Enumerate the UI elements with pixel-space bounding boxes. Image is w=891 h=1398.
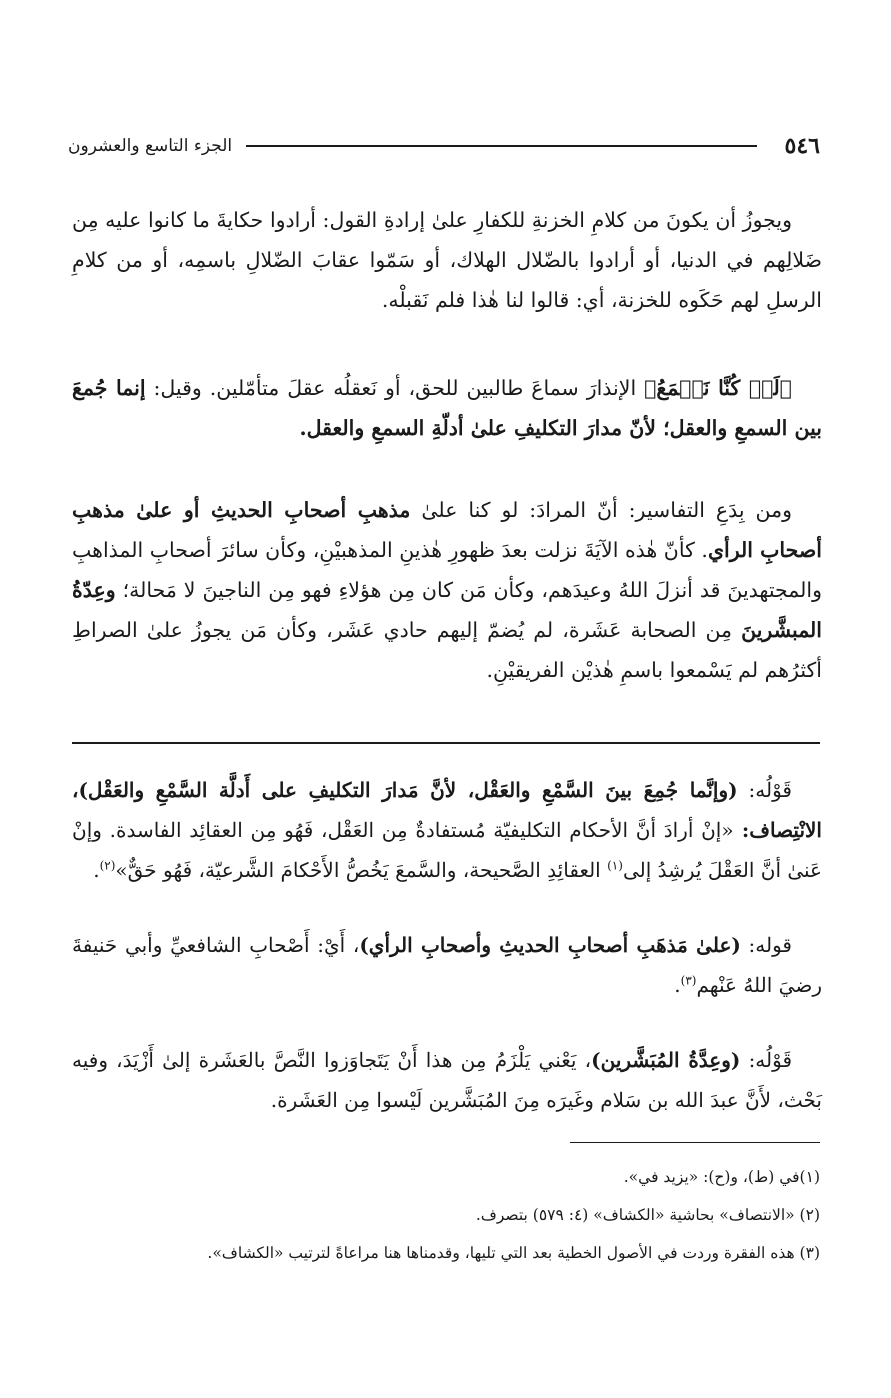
paragraph-text: الإنذارَ سماعَ طالبين للحق، أو نَعقلُه عقلَ متأمّلين. وقيل: [145, 376, 645, 400]
bold-text: مذهبِ أصحابِ الحديثِ أو علىٰ مذهبِ أصحابِ الرأي [72, 498, 823, 562]
commentary-text: «إنْ أرادَ أنَّ الأحكام التكليفيّة مُستفادةٌ مِن العَقْل، فَهُو مِن العقائِد الفاسدة. وإنْ عَنىٰ أنَّ العَقْلَ يُرشِدُ إلى [72, 818, 822, 882]
paragraph-text: ومن بِدَعِ التفاسير: أنّ المرادَ: لو كنا علىٰ [410, 498, 793, 522]
bold-text: (وعِدَّةُ المُبَشَّرين) [591, 1048, 741, 1072]
bold-text: (وإنَّما جُمِعَ بينَ السَّمْعِ والعَقْل، لأنَّ مَدارَ التكليفِ على أَدلَّة السَّمْعِ والعَقْل)، [72, 778, 738, 802]
section-divider [72, 742, 820, 744]
punctuation: . [674, 973, 681, 997]
commentary-label: قَوْلُه: [737, 778, 792, 802]
page-number: ٥٤٦ [784, 133, 820, 159]
commentary-text: ، يَعْني يَلْزَمُ مِن هذا أَنْ يَتَجاوَزوا النَّصَّ بالعَشَرة إلىٰ أَزْيَدَ، وفيه بَحْث، لأَنَّ عبدَ الله بن سَلام وغَيرَه مِنَ المُبَشَّرين لَيْسوا مِن العَشَرة. [72, 1048, 822, 1112]
commentary-label: قَوْلُه: [740, 1048, 793, 1072]
paragraph-text: . كأنّ هٰذه الآيَةَ نزلت بعدَ ظهورِ هٰذينِ المذهبيْنِ، وكأن سائرَ أصحابِ المذاهبِ والمجتهدينَ قد أنزلَ اللهُ وعيدَهم، وكأن مَن كان مِن هؤلاءِ فهو مِن الناجينَ لا مَحالة؛ [72, 538, 822, 602]
footnotes [72, 1158, 820, 1272]
footnote-ref[interactable]: (٢) [99, 858, 116, 873]
page-header [68, 128, 820, 164]
main-paragraph-2 [72, 368, 822, 448]
bold-text: وعِدّةُ المبشَّرينَ [72, 578, 822, 642]
header-rule [246, 145, 756, 147]
commentary-text: العقائِدِ الصَّحيحة، والسَّمعَ يَخُصُّ الأَحْكامَ الشَّرعيّة، فَهُو حَقٌّ» [115, 858, 608, 882]
bold-text: إنما جُمعَ بين السمعِ والعقل؛ لأنّ مدارَ التكليفِ علىٰ أدلّةِ السمعِ والعقل. [72, 376, 822, 440]
footnote-divider [570, 1142, 820, 1143]
footnote-1: (١)في (ط)، و(ح): «يزيد في». [623, 1168, 820, 1186]
commentary-3 [72, 1040, 822, 1120]
commentary-text: ، أَيْ: أَصْحابِ الشافعيِّ وأبي حَنيفةَ رضيَ اللهُ عَنْهم [72, 933, 822, 997]
commentary-label: قوله: [740, 933, 792, 957]
footnote-2: (٢) «الانتصاف» بحاشية «الكشاف» (٤: ٥٧٩) بتصرف. [475, 1206, 820, 1224]
commentary-2 [72, 925, 822, 1005]
main-paragraph-1 [72, 200, 822, 320]
footnote-3: (٣) هذه الفقرة وردت في الأصول الخطية بعد التي تليها، وقدمناها هنا مراعاةً لترتيب «الكشاف». [207, 1244, 820, 1262]
paragraph-text: ويجوزُ أن يكونَ من كلامِ الخزنةِ للكفارِ علىٰ إرادةِ القول: أرادوا حكايةَ ما كانوا عليه مِن ضَلالِهم في الدنيا، أو أرادوا بالضّلال الهلاك، أو سَمّوا عقابَ الضّلالِ باسمِه، أو من كلامِ الرسلِ لهم حَكَوه للخزنة، أي: قالوا لنا هٰذا فلم نَقبلْه. [72, 208, 822, 312]
quran-quote: ﴿لَوۡ كُنَّا نَسۡمَعُ﴾ [644, 376, 792, 400]
footnote-ref[interactable]: (٣) [680, 973, 697, 988]
commentary-1 [72, 770, 822, 890]
running-title: الجزء التاسع والعشرون [68, 136, 233, 156]
paragraph-text: مِن الصحابة عَشَرة، لم يُضمّ إليهم حادي عَشَر، وكأن مَن يجوزُ علىٰ الصراطِ أكثرُهم لم يَسْمعوا باسمِ هٰذيْن الفريقيْنِ. [72, 618, 822, 682]
main-paragraph-3 [72, 490, 822, 690]
footnote-ref[interactable]: (١) [607, 858, 623, 873]
punctuation: . [93, 858, 100, 882]
source-label: الانْتِصاف: [733, 818, 822, 842]
bold-text: (علىٰ مَذهَبِ أصحابِ الحديثِ وأصحابِ الرأي) [359, 933, 741, 957]
